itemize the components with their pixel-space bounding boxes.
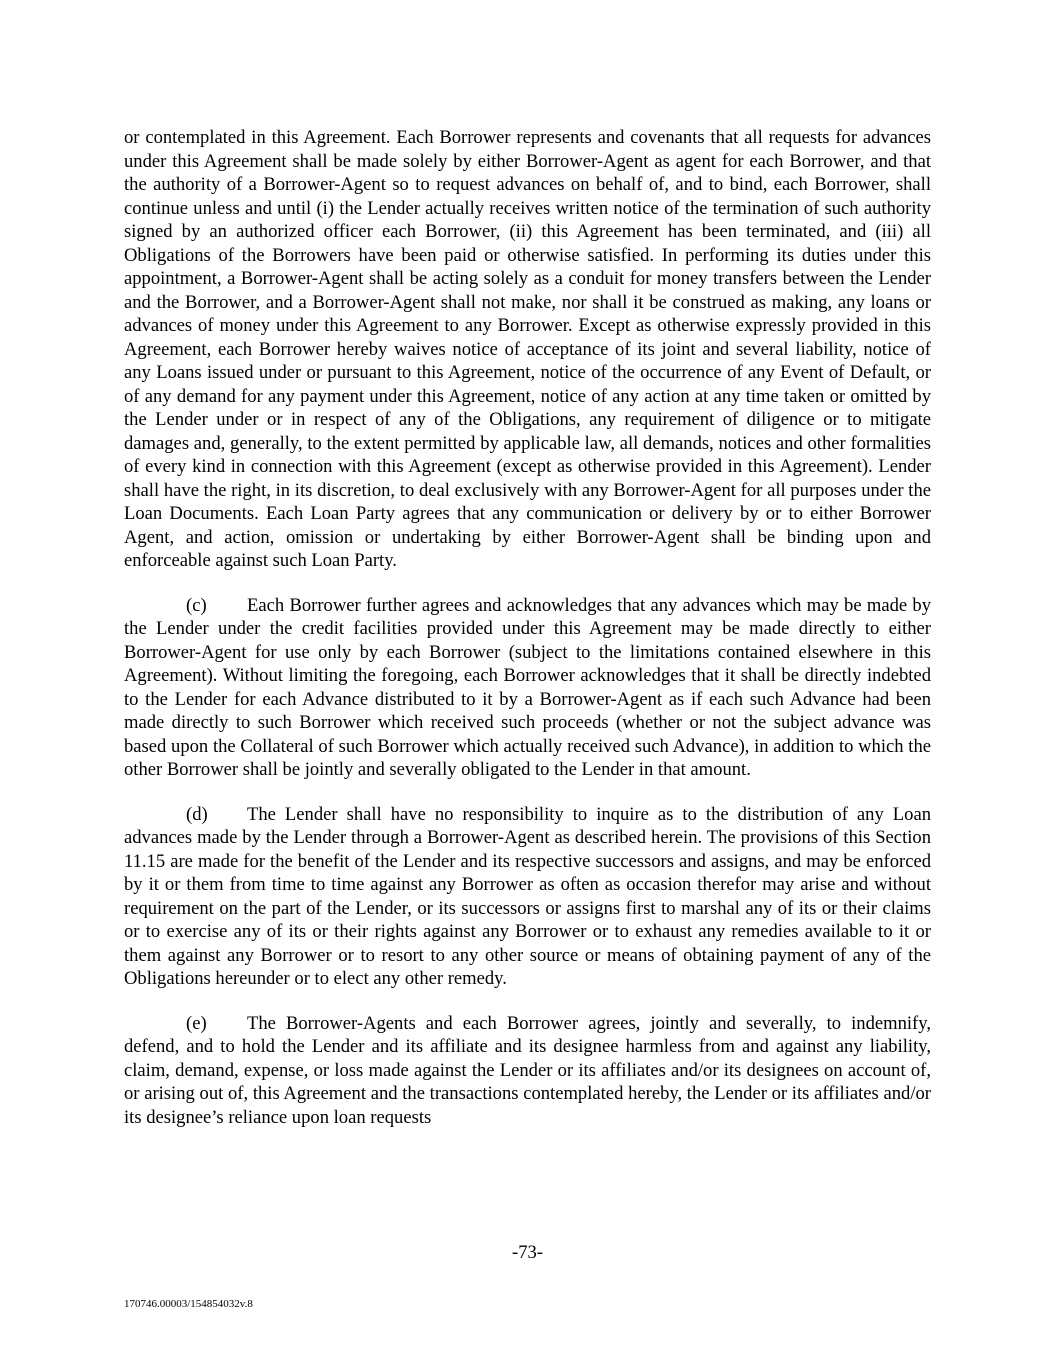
page-number: -73-: [512, 1242, 543, 1263]
paragraph-text: The Borrower-Agents and each Borrower agrees, jointly and severally, to indemnify, defend, and to hold the Lender and its affiliate and its designee harmless from and against any liability, claim, demand, expense, or loss made against the Lender or its affiliates and/or its designees on account of, or arising out of, this Agreement and the transactions contemplated hereby, the Lender or its affiliates and/or its designee’s reliance upon loan requests: [124, 1012, 931, 1128]
paragraph-e: [124, 1012, 931, 1130]
paragraph-continued: [124, 126, 931, 573]
paragraph-d: [124, 803, 931, 991]
paragraph-c: [124, 594, 931, 782]
document-body: [124, 126, 931, 1129]
paragraph-text: The Lender shall have no responsibility to inquire as to the distribution of any Loan advances made by the Lender through a Borrower-Agent as described herein. The provisions of this Section 11.15 are made for the benefit of the Lender and its respective successors and assigns, and may be enforced by it or them from time to time against any Borrower as often as occasion therefor may arise and without requirement on the part of the Lender, or its successors or assigns first to marshal any of its or their claims or to exercise any of its or their rights against any Borrower or to exhaust any remedies available to it or them against any Borrower or to resort to any other source or means of obtaining payment of any of the Obligations hereunder or to elect any other remedy.: [124, 803, 931, 989]
paragraph-text: or contemplated in this Agreement. Each Borrower represents and covenants that all requests for advances under this Agreement shall be made solely by either Borrower-Agent as agent for each Borrower, and that the authority of a Borrower-Agent so to request advances on behalf of, and to bind, each Borrower, shall continue unless and until (i) the Lender actually receives written notice of the termination of such authority signed by an authorized officer each Borrower, (ii) this Agreement has been terminated, and (iii) all Obligations of the Borrowers have been paid or otherwise satisfied. In performing its duties under this appointment, a Borrower-Agent shall be acting solely as a conduit for money transfers between the Lender and the Borrower, and a Borrower-Agent shall not make, nor shall it be construed as making, any loans or advances of money under this Agreement to any Borrower. Except as otherwise expressly provided in this Agreement, each Borrower hereby waives notice of acceptance of its joint and several liability, notice of any Loans issued under or pursuant to this Agreement, notice of the occurrence of any Event of Default, or of any demand for any payment under this Agreement, notice of any action at any time taken or omitted by the Lender under or in respect of any of the Obligations, any requirement of diligence or to mitigate damages and, generally, to the extent permitted by applicable law, all demands, notices and other formalities of every kind in connection with this Agreement (except as otherwise provided in this Agreement). Lender shall have the right, in its discretion, to deal exclusively with any Borrower-Agent for all purposes under the Loan Documents. Each Loan Party agrees that any communication or delivery by or to either Borrower Agent, and action, omission or undertaking by either Borrower-Agent shall be binding upon and enforceable against such Loan Party.: [124, 127, 931, 571]
paragraph-label: (e): [186, 1012, 207, 1034]
paragraph-label: (d): [186, 803, 208, 825]
paragraph-text: Each Borrower further agrees and acknowledges that any advances which may be made by the Lender under the credit facilities provided under this Agreement may be made directly to either Borrower-Agent for use only by each Borrower (subject to the limitations contained elsewhere in this Agreement). Without limiting the foregoing, each Borrower acknowledges that it shall be directly indebted to the Lender for each Advance distributed to it by a Borrower-Agent as if each such Advance had been made directly to such Borrower which received such proceeds (whether or not the subject advance was based upon the Collateral of such Borrower which actually received such Advance), in addition to which the other Borrower shall be jointly and severally obligated to the Lender in that amount.: [124, 594, 931, 780]
paragraph-label: (c): [186, 594, 207, 616]
document-id-footer: 170746.00003/154854032v.8: [124, 1298, 253, 1310]
